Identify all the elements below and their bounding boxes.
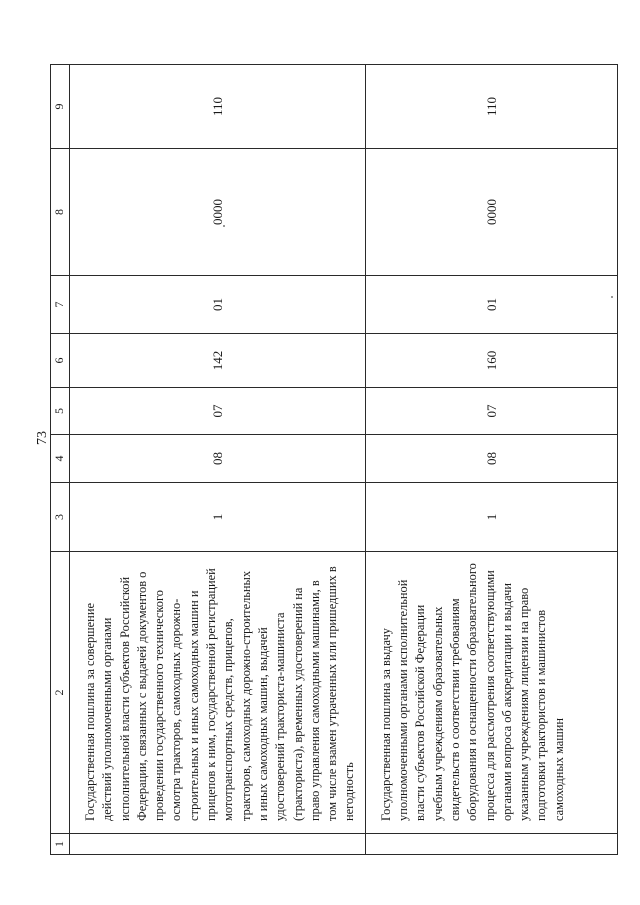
header-col-2: 2 — [51, 552, 70, 834]
row2-col7: 01 — [365, 276, 617, 334]
scan-speck — [611, 296, 613, 298]
row2-col4: 08 — [365, 435, 617, 483]
row1-col9: 110 — [70, 65, 366, 149]
row2-description: Государственная пошлина за выдачу уполномоченными органами исполнительной власти субъектов Российской Федерации учебным учреждениям образовательных свидетельств о соответствии требованиям оборудования и оснащенности образовательного процесса для рассмотрения соответствующими органами вопроса об аккредитации и выдачи указанным учреждениям лицензии на право подготовки трактористов и машинистов самоходных машин — [365, 552, 617, 834]
header-col-1: 1 — [51, 834, 70, 855]
row1-description: Государственная пошлина за совершение действий уполномоченными органами исполнительной власти субъектов Российской Федерации, связанных с выдачей документов о проведении государственного технического осмотра тракторов, самоходных дорожно-строительных и иных самоходных машин и прицепов к ним, государственной регистрацией мототранспортных средств, прицепов, тракторов, самоходных дорожно-строительных и иных самоходных машин, выдачей удостоверений тракториста-машиниста (тракториста), временных удостоверений на право управления самоходными машинами, в том числе взамен утраченных или пришедших в негодность — [70, 552, 366, 834]
row2-col3: 1 — [365, 483, 617, 552]
header-col-6: 6 — [51, 334, 70, 388]
row1-col1 — [70, 834, 366, 855]
revenue-code-table — [50, 64, 618, 855]
rotated-table-wrapper — [50, 65, 610, 855]
row2-col5: 07 — [365, 388, 617, 435]
row2-col8: 0000 — [365, 149, 617, 276]
row1-col5: 07 — [70, 388, 366, 435]
header-col-3: 3 — [51, 483, 70, 552]
scan-speck — [223, 225, 225, 227]
row1-col3: 1 — [70, 483, 366, 552]
row1-col8: 0000 — [70, 149, 366, 276]
row2-col6: 160 — [365, 334, 617, 388]
page-number: 73 — [35, 431, 50, 445]
header-col-4: 4 — [51, 435, 70, 483]
row1-col7: 01 — [70, 276, 366, 334]
header-col-8: 8 — [51, 149, 70, 276]
row2-col9: 110 — [365, 65, 617, 149]
table-row — [365, 65, 617, 855]
header-col-7: 7 — [51, 276, 70, 334]
row2-col1 — [365, 834, 617, 855]
row1-col6: 142 — [70, 334, 366, 388]
row1-col4: 08 — [70, 435, 366, 483]
table-header-row — [51, 65, 70, 855]
table-row — [70, 65, 366, 855]
header-col-9: 9 — [51, 65, 70, 149]
header-col-5: 5 — [51, 388, 70, 435]
